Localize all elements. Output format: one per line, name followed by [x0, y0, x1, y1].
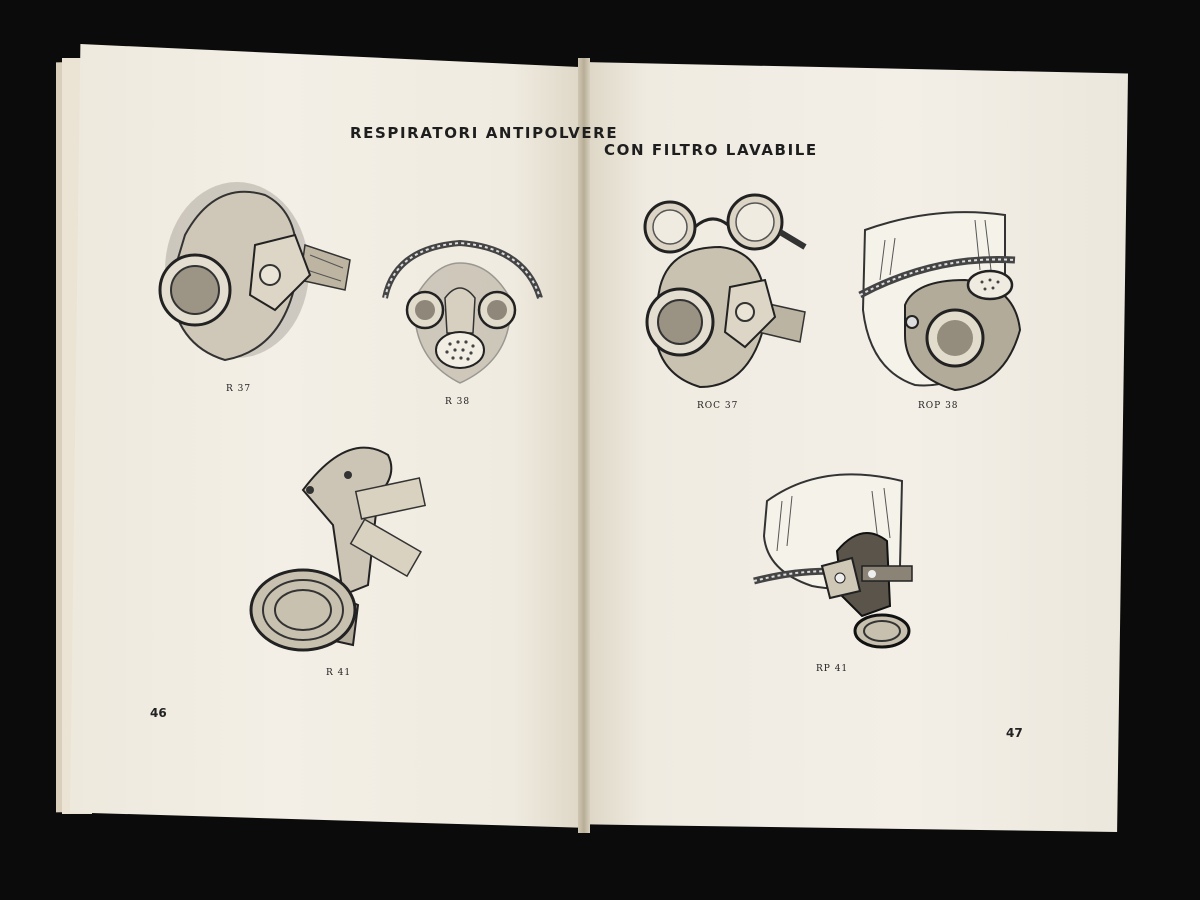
item-label-r41: R 41 — [326, 668, 352, 678]
item-label-rop38: ROP 38 — [918, 401, 959, 411]
item-label-r38: R 38 — [445, 397, 471, 407]
right-heading: CON FILTRO LAVABILE — [604, 141, 818, 159]
book-gutter — [578, 58, 590, 833]
respirator-visor-icon — [855, 200, 1040, 400]
respirator-goggles-icon — [640, 192, 810, 392]
right-page — [582, 62, 1128, 832]
item-label-r37: R 37 — [226, 384, 252, 394]
page-number-left: 46 — [150, 706, 167, 720]
respirator-mask-icon — [155, 175, 355, 375]
mouthpiece-visor-icon — [752, 466, 922, 656]
item-label-rp41: RP 41 — [816, 664, 849, 674]
mouthpiece-respirator-icon — [248, 435, 428, 665]
left-heading: RESPIRATORI ANTIPOLVERE — [350, 124, 619, 142]
respirator-double-filter-icon — [375, 238, 545, 388]
page-number-right: 47 — [1006, 726, 1023, 740]
item-label-roc37: ROC 37 — [697, 401, 739, 411]
